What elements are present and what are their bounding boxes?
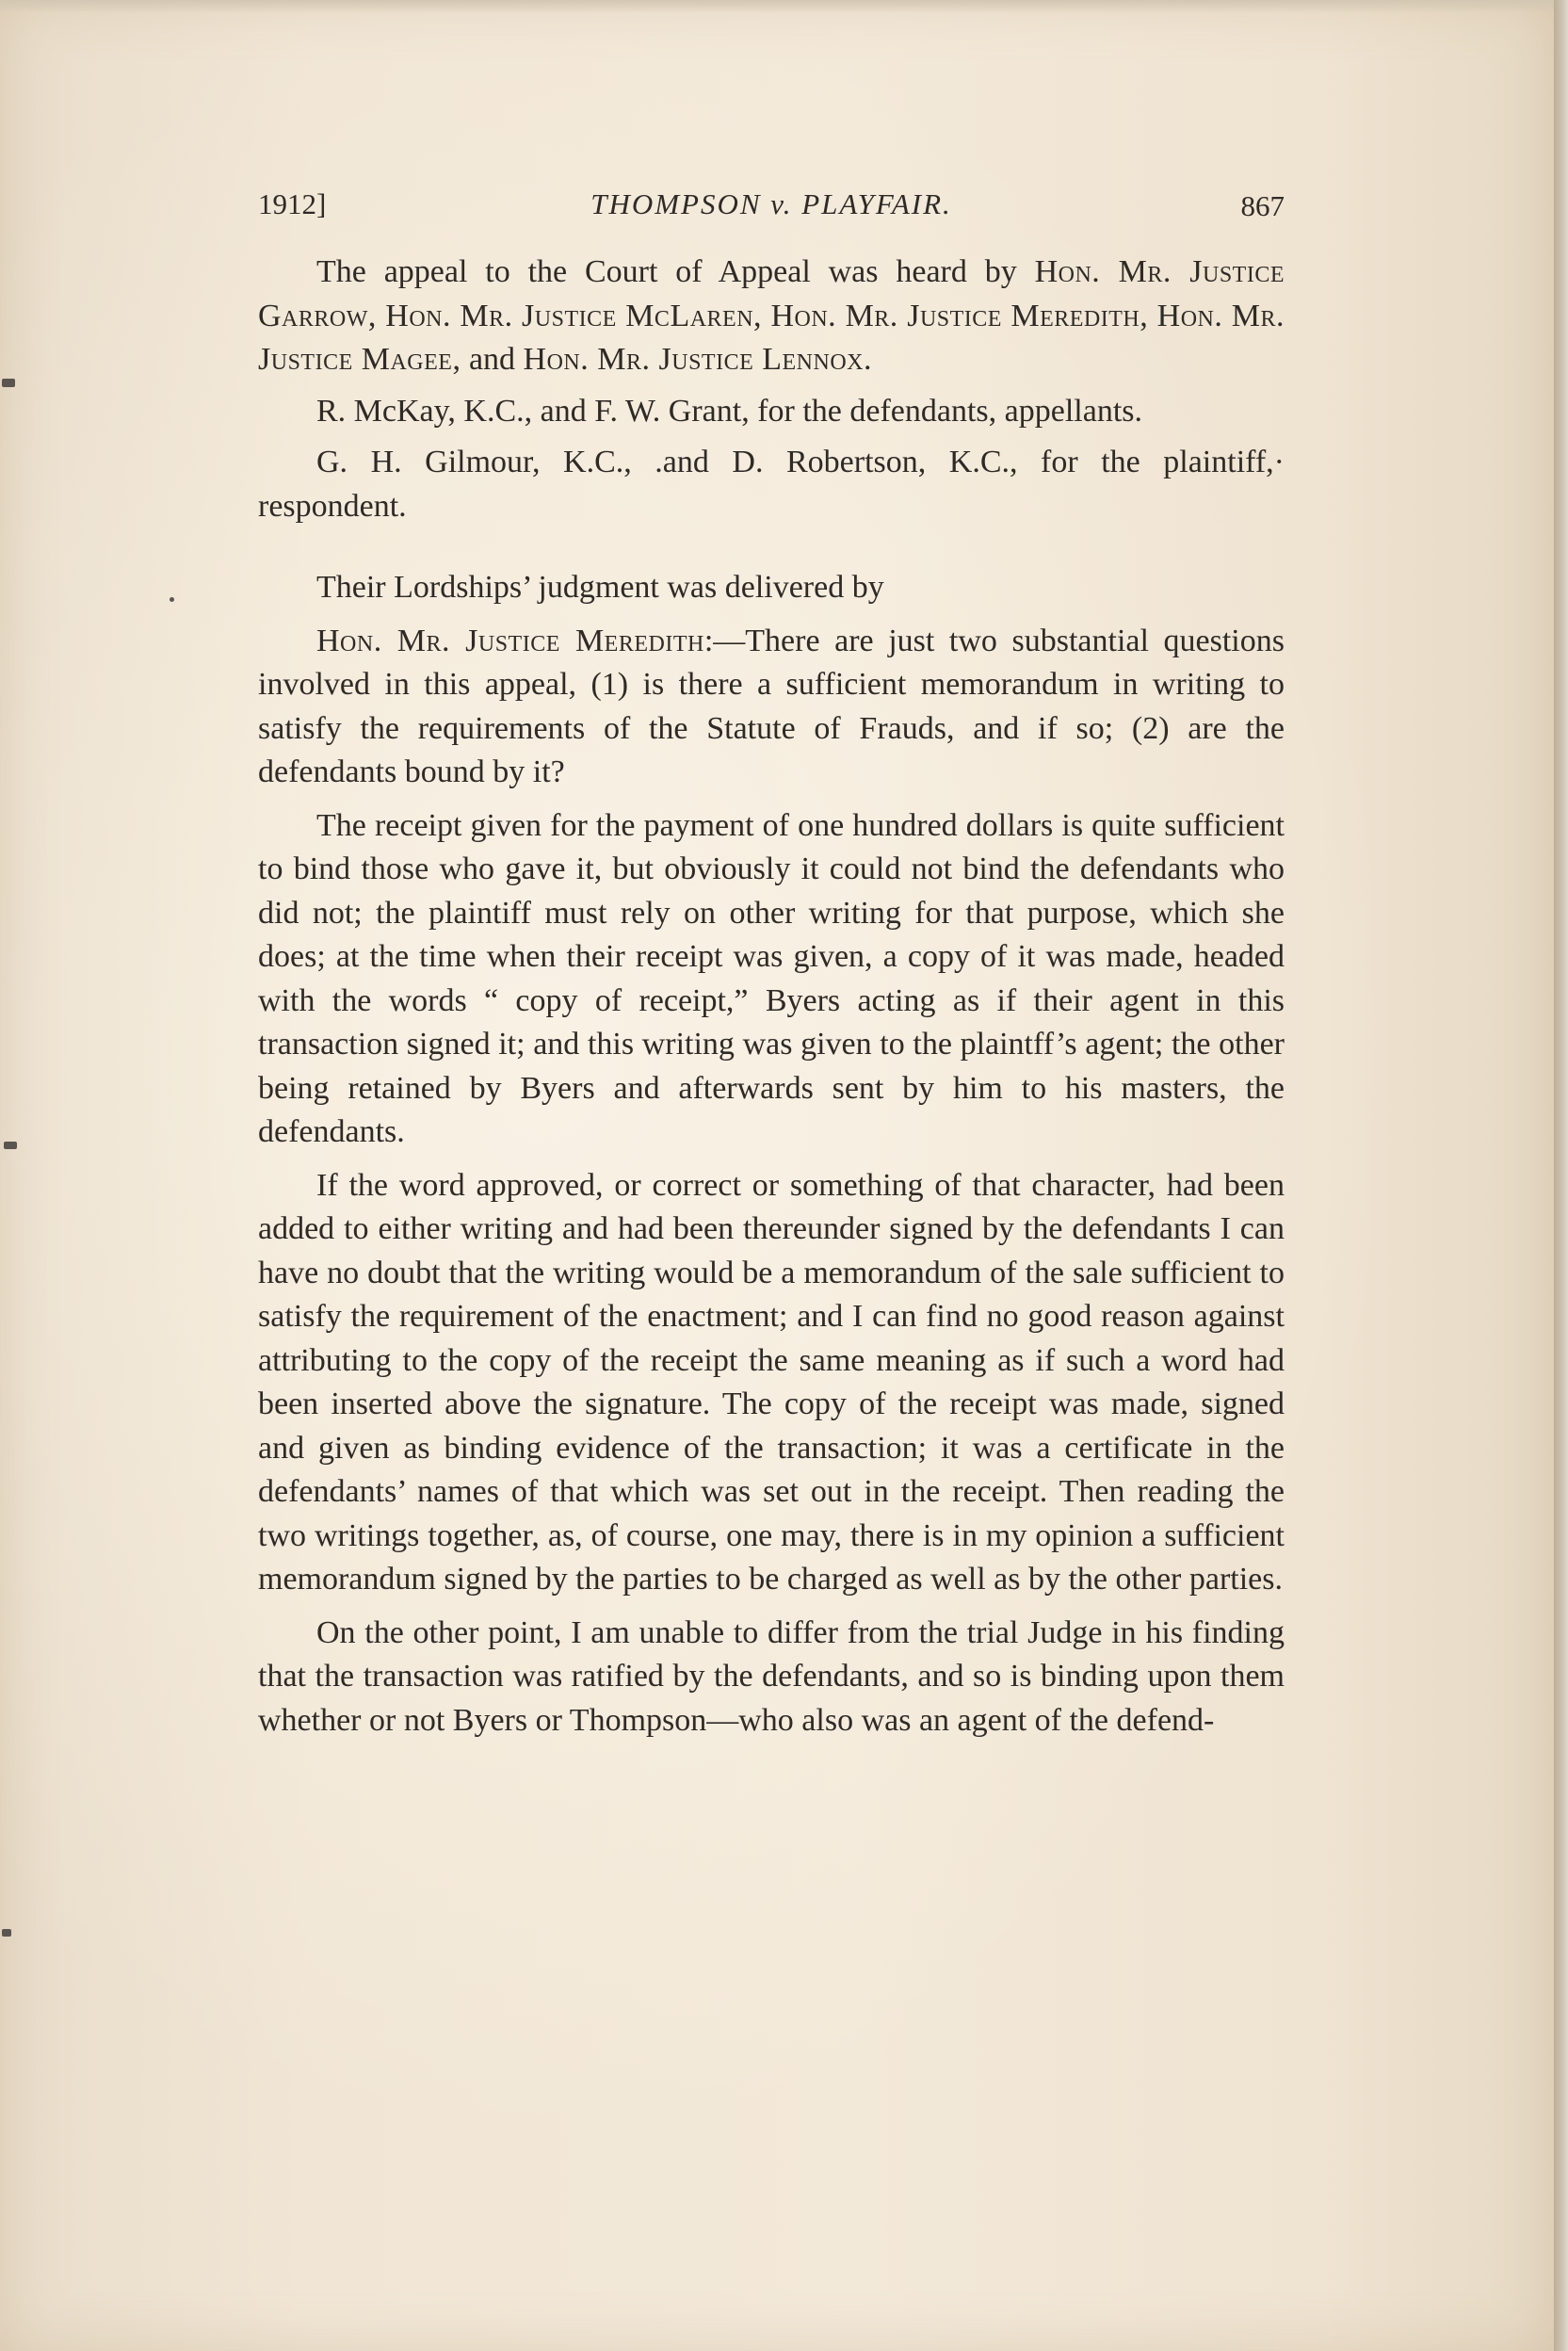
margin-mark	[2, 379, 15, 387]
judge-name: Hon. Mr. Justice Meredith	[316, 623, 704, 658]
margin-mark	[170, 597, 174, 602]
counsel-defendants: R. McKay, K.C., and F. W. Grant, for the defendants, appellants.	[316, 393, 1143, 429]
counsel-plaintiff: G. H. Gilmour, K.C., .and D. Robertson, K.C., for the plaintiff,· respondent.	[258, 445, 1285, 524]
judgment-paragraph: If the word approved, or correct or something of that character, had been added to either writing and had been thereunder signed by the defendants I can have no doubt that the writing would be a memorandum of the sale sufficient to satisfy the requirement of the enactment; and I can find no good reason against attributing to the copy of the receipt the same meaning as if such a word had been inserted above the signature. The copy of the receipt was made, signed and given as binding evidence of the transaction; it was a certificate in the defendants’ names of that which was set out in the receipt. Then reading the two writings together, as, of course, one may, there is in my opinion a sufficient memorandum signed by the parties to be charged as well as by the other parties.	[258, 1167, 1285, 1597]
page-number: 867	[1240, 189, 1285, 222]
judgment-intro: Their Lordships’ judgment was delivered by	[316, 570, 884, 605]
page-gutter	[1554, 0, 1568, 2351]
bench-paragraph: The appeal to the Court of Appeal was heard by Hon. Mr. Justice Garrow, Hon. Mr. Justice McLaren, Hon. Mr. Justice Meredith, Hon. Mr. Justice Magee, and Hon. Mr. Justice Lennox.	[258, 254, 1285, 377]
page-top-edge	[0, 0, 1554, 13]
bench-judge-lennox: Hon. Mr. Justice Lennox	[523, 342, 864, 377]
page-text	[258, 175, 1285, 1743]
judgment-paragraph: Hon. Mr. Justice Meredith:—There are just two substantial questions involved in this appeal, (1) is there a sufficient memorandum in writing to satisfy the requirements of the Statute of Frauds, and if so; (2) are the defendants bound by it?	[258, 623, 1285, 789]
margin-mark	[4, 1142, 17, 1149]
running-head-year: 1912]	[258, 187, 327, 220]
margin-mark	[2, 1929, 11, 1937]
running-head-title: THOMPSON v. PLAYFAIR.	[590, 187, 952, 220]
judgment-paragraph: On the other point, I am unable to differ from the trial Judge in his finding that the transaction was ratified by the defendants, and so is binding upon them whether or not Byers or Thompson—who also was an agent of the defend-	[258, 1614, 1285, 1738]
bench-judges: Hon. Mr. Justice Garrow, Hon. Mr. Justice McLaren, Hon. Mr. Justice Meredith, Hon. Mr. Justice Magee,	[258, 254, 1285, 377]
running-head	[258, 175, 1285, 228]
judgment-paragraph: The receipt given for the payment of one hundred dollars is quite sufficient to bind those who gave it, but obviously it could not bind the defendants who did not; the plaintiff must rely on other writing for that purpose, which she does; at the time when their receipt was given, a copy of it was made, headed with the words “ copy of receipt,” Byers acting as if their agent in this transaction signed it; and this writing was given to the plaintff’s agent; the other being retained by Byers and afterwards sent by him to his masters, the defendants.	[258, 807, 1285, 1149]
